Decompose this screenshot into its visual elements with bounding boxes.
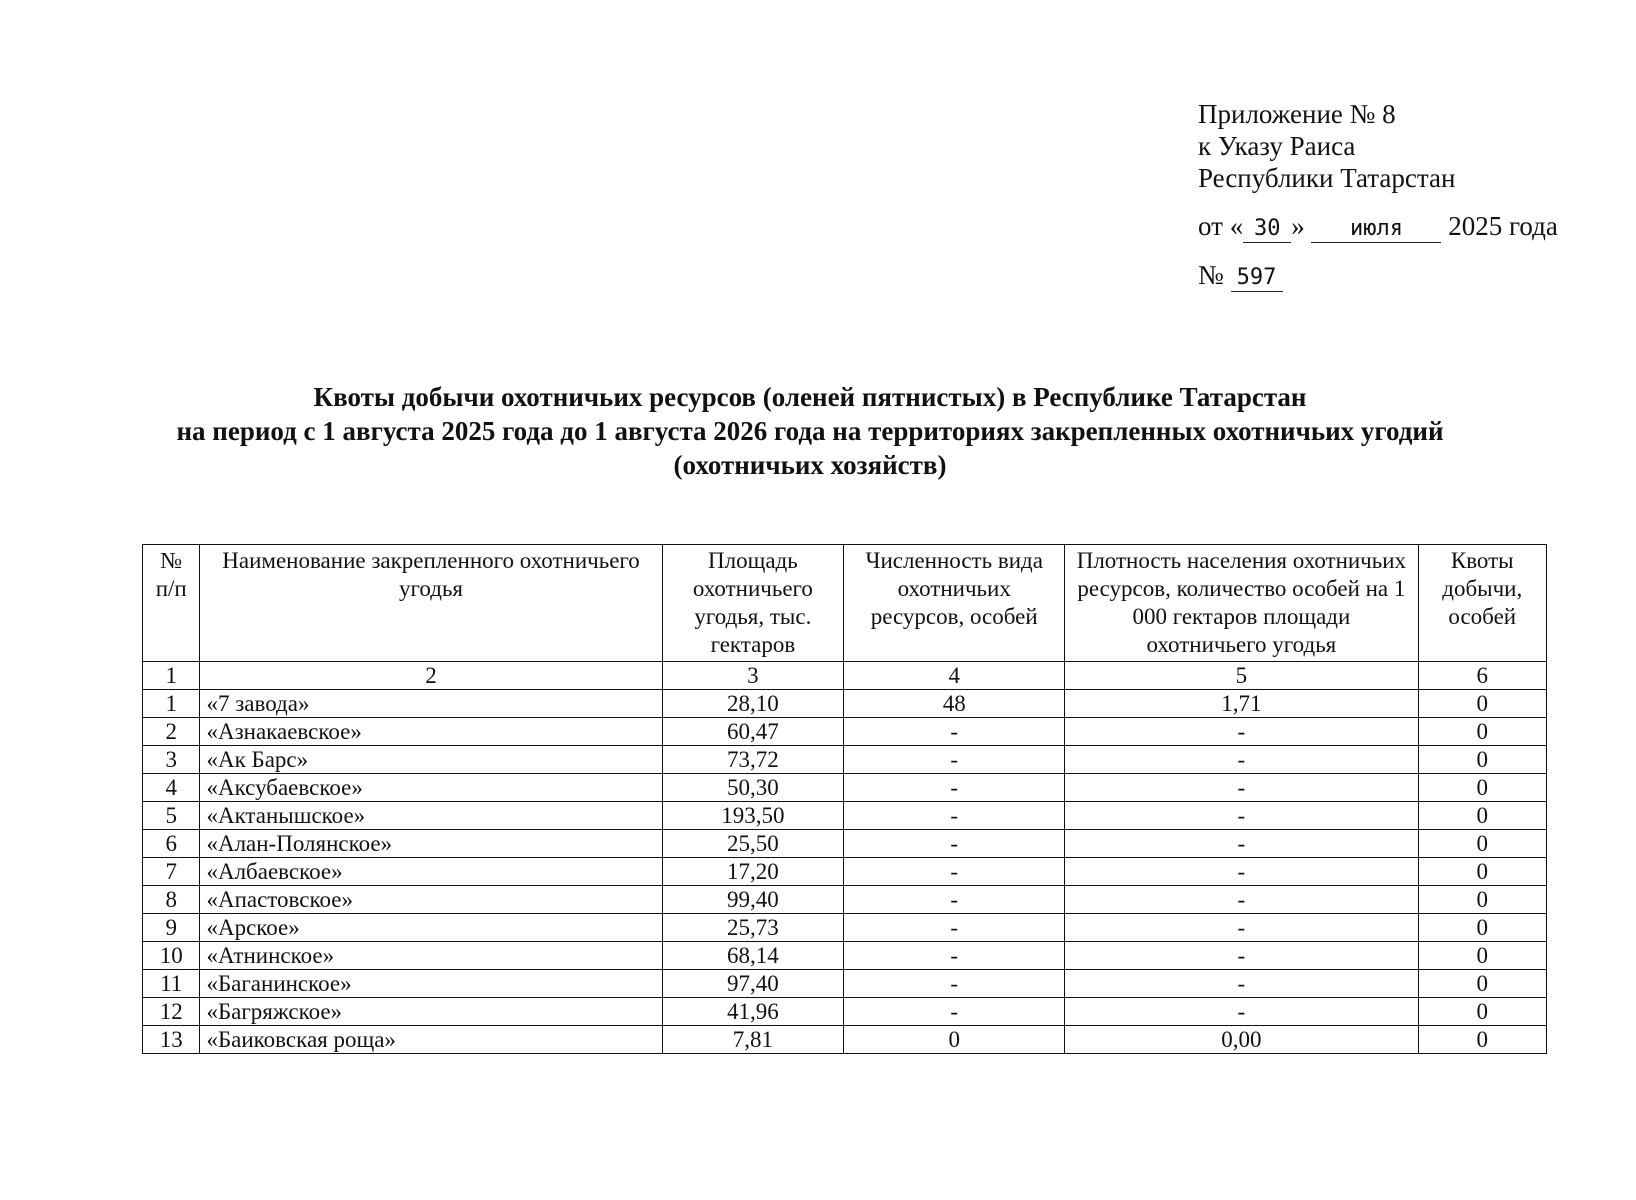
- number-value: 597: [1231, 265, 1283, 292]
- cell-density: -: [1065, 998, 1418, 1026]
- table-row: [143, 998, 1547, 1026]
- cell-quota: 0: [1418, 690, 1547, 718]
- cell-name: «Ак Барс»: [200, 746, 662, 774]
- date-month: июля: [1311, 216, 1441, 243]
- cell-name: «Багряжское»: [200, 998, 662, 1026]
- cell-population: -: [844, 718, 1065, 746]
- title-line-1: Квоты добычи охотничьих ресурсов (оленей пятнистых) в Республике Татарстан: [313, 382, 1307, 412]
- header-row: [143, 545, 1547, 662]
- column-number: 3: [662, 662, 844, 690]
- cell-area: 68,14: [662, 942, 844, 970]
- appendix-line-3: Республики Татарстан: [1198, 163, 1456, 193]
- cell-index: 13: [143, 1026, 200, 1054]
- cell-area: 99,40: [662, 886, 844, 914]
- cell-density: -: [1065, 718, 1418, 746]
- cell-density: -: [1065, 774, 1418, 802]
- cell-index: 12: [143, 998, 200, 1026]
- table-row: [143, 830, 1547, 858]
- cell-population: -: [844, 774, 1065, 802]
- number-prefix: №: [1198, 260, 1224, 290]
- appendix-line-1: Приложение № 8: [1198, 99, 1396, 129]
- cell-area: 25,73: [662, 914, 844, 942]
- cell-population: -: [844, 746, 1065, 774]
- cell-index: 4: [143, 774, 200, 802]
- document-title: [100, 380, 1520, 482]
- cell-area: 41,96: [662, 998, 844, 1026]
- cell-density: -: [1065, 886, 1418, 914]
- cell-area: 50,30: [662, 774, 844, 802]
- cell-name: «Аксубаевское»: [200, 774, 662, 802]
- cell-area: 7,81: [662, 1026, 844, 1054]
- cell-index: 2: [143, 718, 200, 746]
- table-row: [143, 858, 1547, 886]
- column-number: 5: [1065, 662, 1418, 690]
- cell-name: «Баганинское»: [200, 970, 662, 998]
- cell-index: 3: [143, 746, 200, 774]
- header-cell-density: Плотность населения охотничьих ресурсов, количество особей на 1 000 гектаров площади охотничьего угодья: [1065, 545, 1418, 662]
- cell-index: 10: [143, 942, 200, 970]
- cell-density: -: [1065, 830, 1418, 858]
- cell-name: «Апастовское»: [200, 886, 662, 914]
- table-row: [143, 690, 1547, 718]
- column-number-row: [143, 662, 1547, 690]
- cell-index: 6: [143, 830, 200, 858]
- cell-name: «Албаевское»: [200, 858, 662, 886]
- cell-population: -: [844, 970, 1065, 998]
- cell-quota: 0: [1418, 998, 1547, 1026]
- cell-density: -: [1065, 746, 1418, 774]
- cell-index: 1: [143, 690, 200, 718]
- table-row: [143, 886, 1547, 914]
- cell-area: 28,10: [662, 690, 844, 718]
- cell-population: 0: [844, 1026, 1065, 1054]
- column-number: 6: [1418, 662, 1547, 690]
- appendix-block: [1198, 98, 1558, 292]
- cell-density: -: [1065, 970, 1418, 998]
- column-number: 1: [143, 662, 200, 690]
- cell-index: 8: [143, 886, 200, 914]
- table-row: [143, 1026, 1547, 1054]
- table-row: [143, 802, 1547, 830]
- header-cell-quota: Квоты добычи, особей: [1418, 545, 1547, 662]
- cell-population: -: [844, 858, 1065, 886]
- cell-name: «Арское»: [200, 914, 662, 942]
- cell-quota: 0: [1418, 942, 1547, 970]
- cell-index: 5: [143, 802, 200, 830]
- cell-density: -: [1065, 858, 1418, 886]
- cell-area: 25,50: [662, 830, 844, 858]
- cell-area: 60,47: [662, 718, 844, 746]
- cell-quota: 0: [1418, 746, 1547, 774]
- cell-density: -: [1065, 942, 1418, 970]
- cell-quota: 0: [1418, 914, 1547, 942]
- header-cell-population: Численность вида охотничьих ресурсов, особей: [844, 545, 1065, 662]
- cell-population: -: [844, 886, 1065, 914]
- cell-name: «Атнинское»: [200, 942, 662, 970]
- table-row: [143, 746, 1547, 774]
- title-line-2: на период с 1 августа 2025 года до 1 августа 2026 года на территориях закрепленных охотничьих угодий: [176, 416, 1444, 446]
- quota-table: [142, 544, 1547, 1054]
- cell-area: 73,72: [662, 746, 844, 774]
- cell-index: 9: [143, 914, 200, 942]
- cell-area: 193,50: [662, 802, 844, 830]
- cell-name: «Баиковская роща»: [200, 1026, 662, 1054]
- cell-area: 17,20: [662, 858, 844, 886]
- column-number: 2: [200, 662, 662, 690]
- header-cell-area: Площадь охотничьего угодья, тыс. гектаров: [662, 545, 844, 662]
- table-row: [143, 914, 1547, 942]
- cell-quota: 0: [1418, 886, 1547, 914]
- cell-name: «Актанышское»: [200, 802, 662, 830]
- cell-population: -: [844, 942, 1065, 970]
- cell-quota: 0: [1418, 1026, 1547, 1054]
- cell-quota: 0: [1418, 774, 1547, 802]
- cell-density: -: [1065, 914, 1418, 942]
- cell-name: «Азнакаевское»: [200, 718, 662, 746]
- table-row: [143, 970, 1547, 998]
- cell-density: 0,00: [1065, 1026, 1418, 1054]
- cell-population: -: [844, 802, 1065, 830]
- cell-name: «7 завода»: [200, 690, 662, 718]
- decree-number: [1198, 259, 1558, 292]
- date-prefix: от «: [1198, 211, 1244, 241]
- cell-population: -: [844, 914, 1065, 942]
- table-row: [143, 774, 1547, 802]
- cell-name: «Алан-Полянское»: [200, 830, 662, 858]
- cell-quota: 0: [1418, 970, 1547, 998]
- date-mid: »: [1291, 211, 1305, 241]
- title-line-3: (охотничьих хозяйств): [673, 450, 947, 480]
- header-cell-index: № п/п: [143, 545, 200, 662]
- cell-population: 48: [844, 690, 1065, 718]
- appendix-line-2: к Указу Раиса: [1198, 131, 1356, 161]
- table-row: [143, 718, 1547, 746]
- cell-index: 11: [143, 970, 200, 998]
- date-day: 30: [1243, 216, 1291, 243]
- decree-date: [1198, 210, 1558, 243]
- date-year: 2025 года: [1448, 211, 1558, 241]
- table-row: [143, 942, 1547, 970]
- cell-population: -: [844, 830, 1065, 858]
- header-cell-name: Наименование закрепленного охотничьего угодья: [200, 545, 662, 662]
- cell-density: -: [1065, 802, 1418, 830]
- cell-index: 7: [143, 858, 200, 886]
- cell-area: 97,40: [662, 970, 844, 998]
- cell-quota: 0: [1418, 858, 1547, 886]
- cell-population: -: [844, 998, 1065, 1026]
- column-number: 4: [844, 662, 1065, 690]
- cell-quota: 0: [1418, 830, 1547, 858]
- cell-quota: 0: [1418, 802, 1547, 830]
- cell-density: 1,71: [1065, 690, 1418, 718]
- cell-quota: 0: [1418, 718, 1547, 746]
